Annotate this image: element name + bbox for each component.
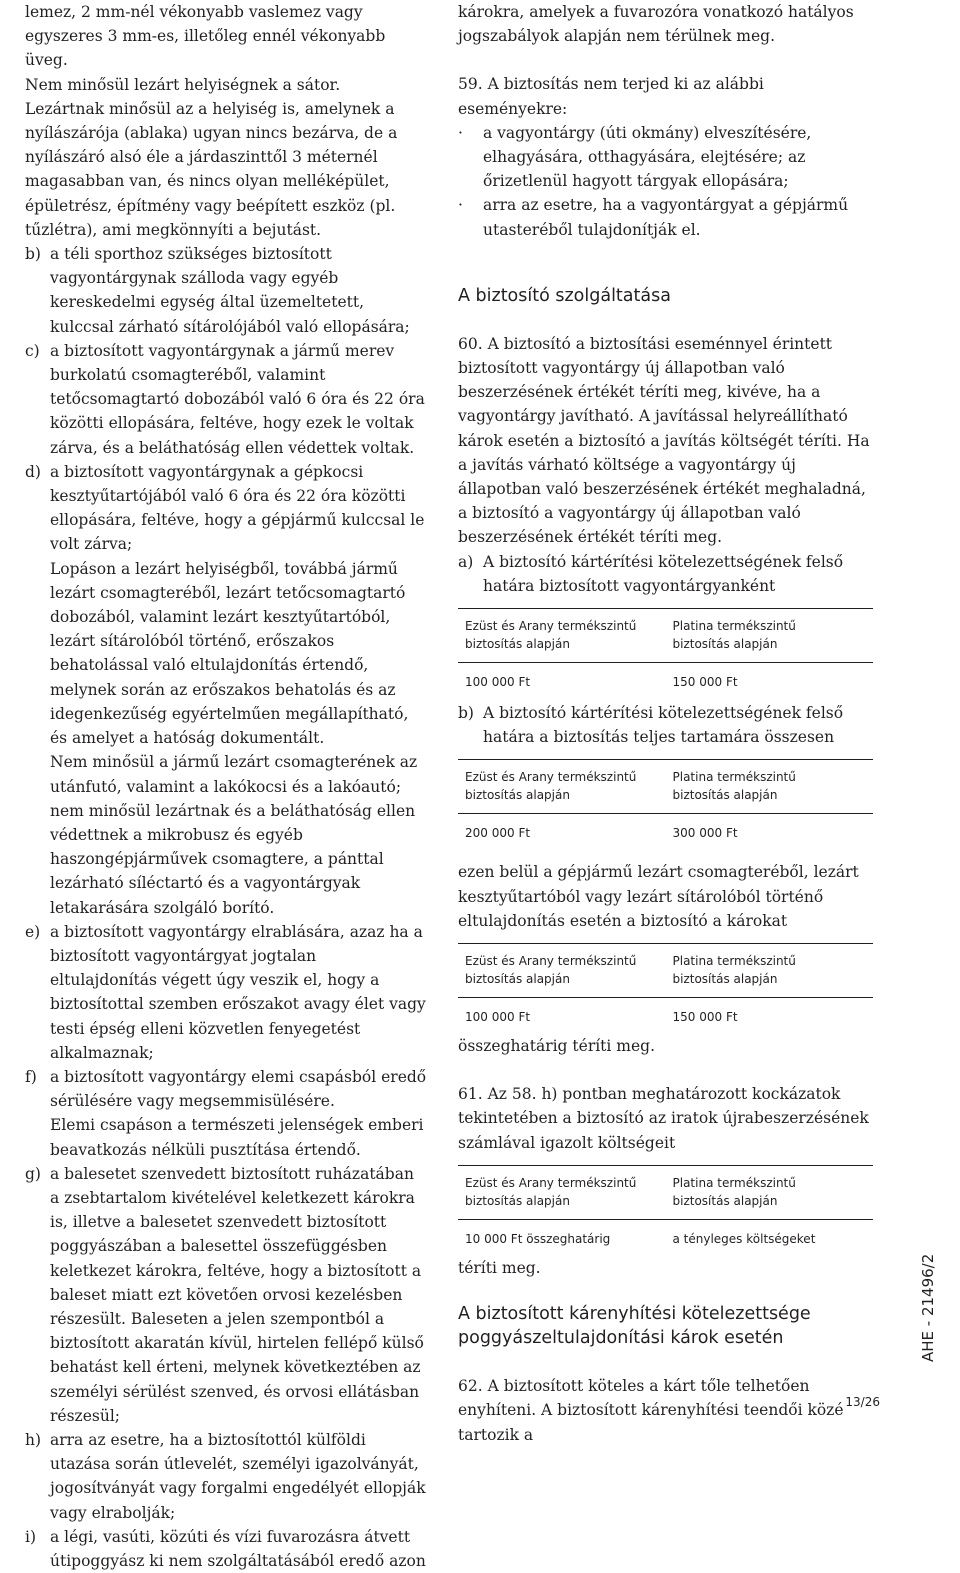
table-cell: 100 000 Ft: [465, 675, 531, 690]
list-item-b: [25, 242, 427, 339]
list-item-f: [25, 1065, 427, 1162]
item-a-continuation: lemez, 2 mm-nél vékonyabb vaslemez vagy egyszeres 3 mm-es, illetőleg ennél vékonyabb üveg.: [25, 3, 386, 70]
section-heading-services: A biztosító szolgáltatása: [458, 285, 671, 306]
clause-62: 62. A biztosított köteles a kárt tőle telhetően enyhíteni. A biztosított kárenyhítési teendői közé tartozik a: [458, 1377, 844, 1444]
list-item-d: [25, 460, 427, 920]
table-cell: 300 000 Ft: [672, 826, 738, 841]
table-header-cell: Platina termékszintű biztosítás alapján: [666, 1165, 874, 1219]
list-item-c: [25, 339, 427, 460]
table-cell: 150 000 Ft: [672, 1010, 738, 1025]
list-item-i: [25, 1525, 427, 1573]
list-item-h: [25, 1428, 427, 1525]
list-paragraph: Elemi csapáson a természeti jelenségek emberi beavatkozás nélküli pusztítása értendő.: [50, 1116, 424, 1159]
item-a-note-window: Lezártnak minősül az a helyiség is, amelynek a nyílászárója (ablaka) ugyan nincs bezárva, de a nyílászáró alsó éle a járdaszinttől 3 méternél magasabban van, és nincs olyan melléképület, épületrész, építmény vagy beépített eszköz (pl. tűzlétra), ami megkönnyíti a bejutást.: [25, 99, 398, 239]
item-a-note-tent: Nem minősül lezárt helyiségnek a sátor.: [25, 75, 341, 94]
clause-61: 61. Az 58. h) pontban meghatározott kockázatok tekintetében a biztosító az iratok újrabeszerzésének számlával igazolt költségeit: [458, 1085, 869, 1152]
clause-60: 60. A biztosító a biztosítási eseménnyel érintett biztosított vagyontárgy új állapotban való beszerzésének értékét téríti meg, kivéve, ha a vagyontárgy javítható. A javítással helyreállítható károk esetén a biztosító a javítás költségét téríti. Ha a javítás várható költsége a vagyontárgy új állapotban való beszerzésének értékét meghaladná, a biztosító a vagyontárgy új állapotban való beszerzésének értékét téríti meg.: [458, 334, 870, 547]
list-text: a biztosított vagyontárgynak a jármű merev burkolatú csomagteréből, valamint tetőcsomagtartó dobozából való 6 óra és 22 óra közötti ellopására, feltéve, hogy ezek le voltak zárva, és a beláthatóság ellen védettek voltak.: [50, 341, 425, 457]
table-cell: 200 000 Ft: [465, 826, 531, 841]
list-label: i): [25, 1527, 37, 1546]
list-text: a biztosított vagyontárgy elrablására, azaz ha a biztosított vagyontárgyat jogtalan eltulajdonítás végett úgy veszik el, hogy a biztosítottal szemben erőszakot avagy élet vagy testi épség elleni közvetlen fenyegetést alkalmaznak;: [50, 922, 426, 1062]
limit-table-total: [458, 759, 873, 842]
list-item-e: [25, 920, 427, 1065]
clause-60-a: [458, 550, 873, 598]
table-header-cell: Platina termékszintű biztosítás alapján: [666, 944, 874, 998]
table-header-cell: Ezüst és Arany termékszintű biztosítás alapján: [458, 1165, 666, 1219]
bullet-text: a vagyontárgy (úti okmány) elveszítésére, elhagyására, otthagyására, elejtésére; az őrizetlenül hagyott tárgyak ellopására;: [483, 123, 812, 191]
list-label: d): [25, 462, 41, 481]
list-text: a légi, vasúti, közúti és vízi fuvarozásra átvett útipoggyász ki nem szolgáltatásából eredő azon: [50, 1527, 426, 1570]
table-cell: 150 000 Ft: [672, 675, 738, 690]
left-column: [25, 0, 427, 1573]
list-text: a biztosított vagyontárgy elemi csapásból eredő sérülésére vagy megsemmisülésére.: [50, 1067, 427, 1111]
list-text: A biztosító kártérítési kötelezettségének felső határa a biztosítás teljes tartamára összesen: [483, 704, 844, 747]
document-code: AHE - 21496/2: [919, 1253, 937, 1362]
list-paragraph: Nem minősül a jármű lezárt csomagterének az utánfutó, valamint a lakókocsi és a lakóautó; nem minősül lezártnak és a beláthatóság ellen védettnek a mikrobusz és egyéb haszongépjárművek csomagtere, a pánttal lezárható síléctartó és a vagyontárgyak letakarására szolgáló borító.: [50, 753, 418, 917]
paragraph-sum-limit: összeghatárig téríti meg.: [458, 1037, 656, 1056]
table-header-cell: Ezüst és Arany termékszintű biztosítás alapján: [458, 760, 666, 814]
list-label: g): [25, 1164, 41, 1183]
table-header-cell: Platina termékszintű biztosítás alapján: [666, 760, 874, 814]
limit-table-per-item: [458, 608, 873, 691]
limit-table-locked: [458, 943, 873, 1026]
limit-table-documents: [458, 1165, 873, 1248]
list-label: e): [25, 922, 41, 941]
bullet-item: [458, 121, 873, 194]
list-label: f): [25, 1067, 37, 1086]
table-cell: a tényleges költségeket: [672, 1231, 816, 1246]
clause-60-b: [458, 701, 873, 749]
list-text: a balesetet szenvedett biztosított ruházatában a zsebtartalom kivételével keletkezett károkra is, illetve a balesetet szenvedett biztosított poggyászában a balesettel összefüggésben keletkezet károkra, feltéve, hogy a biztosított a baleset miatt ezt követően orvosi kezelésben részesült. Baleseten a jelen szempontból a biztosított akaratán kívül, hirtelen fellépő külső behatást kell érteni, melynek következtében az személyi sérülést szenved, és orvosi ellátásban részesül;: [50, 1164, 424, 1425]
continuation-text: károkra, amelyek a fuvarozóra vonatkozó hatályos jogszabályok alapján nem térülnek meg.: [458, 3, 854, 46]
list-text: A biztosító kártérítési kötelezettségének felső határa biztosított vagyontárgyanként: [483, 552, 844, 595]
list-text: arra az esetre, ha a biztosítottól külföldi utazása során útlevelét, személyi igazolványát, jogosítványát vagy forgalmi engedélyét ellopják vagy elrabolják;: [50, 1430, 426, 1522]
table-cell: 100 000 Ft: [465, 1010, 531, 1025]
list-label: b): [25, 245, 41, 264]
list-label: b): [458, 704, 474, 723]
table-cell: 10 000 Ft összeghatárig: [465, 1231, 611, 1246]
paragraph-within-limit: ezen belül a gépjármű lezárt csomagteréből, lezárt kesztyűtartóból vagy lezárt sítárolóból történő eltulajdonítás esetén a biztosító a károkat: [458, 863, 859, 930]
list-label: c): [25, 341, 40, 360]
clause-59: 59. A biztosítás nem terjed ki az alábbi eseményekre:: [458, 75, 764, 118]
bullet-text: arra az esetre, ha a vagyontárgyat a gépjármű utasteréből tulajdonítják el.: [483, 196, 849, 239]
table-header-cell: Ezüst és Arany termékszintű biztosítás alapján: [458, 609, 666, 663]
paragraph-pays: téríti meg.: [458, 1258, 541, 1277]
list-text: a téli sporthoz szükséges biztosított vagyontárgynak szálloda vagy egyéb kereskedelmi egység által üzemeltetett, kulccsal zárható sítárolójából való ellopására;: [50, 245, 410, 336]
table-header-cell: Platina termékszintű biztosítás alapján: [666, 609, 874, 663]
list-label: a): [458, 552, 474, 571]
list-label: h): [25, 1430, 42, 1449]
table-header-cell: Ezüst és Arany termékszintű biztosítás alapján: [458, 944, 666, 998]
list-paragraph: Lopáson a lezárt helyiségből, továbbá jármű lezárt csomagteréből, lezárt tetőcsomagtartó dobozából, valamint lezárt kesztyűtartóból, lezárt sítárolóból történő, erőszakos behatolással való eltulajdonítás értendő, melynek során az erőszakos behatolás és az idegenkezűség egyértelműen megállapítható, és amelyet a hatóság dokumentált.: [50, 559, 409, 748]
list-item-g: [25, 1162, 427, 1428]
right-column: [458, 0, 873, 1447]
section-heading-mitigation: A biztosított kárenyhítési kötelezettsége poggyászeltulajdonítási károk esetén: [458, 1304, 811, 1349]
list-text: a biztosított vagyontárgynak a gépkocsi kesztyűtartójából való 6 óra és 22 óra közötti ellopására, feltéve, hogy a gépjármű kulccsal le volt zárva;: [50, 462, 425, 554]
bullet-item: [458, 193, 873, 241]
page-number: 13/26: [845, 1395, 880, 1409]
